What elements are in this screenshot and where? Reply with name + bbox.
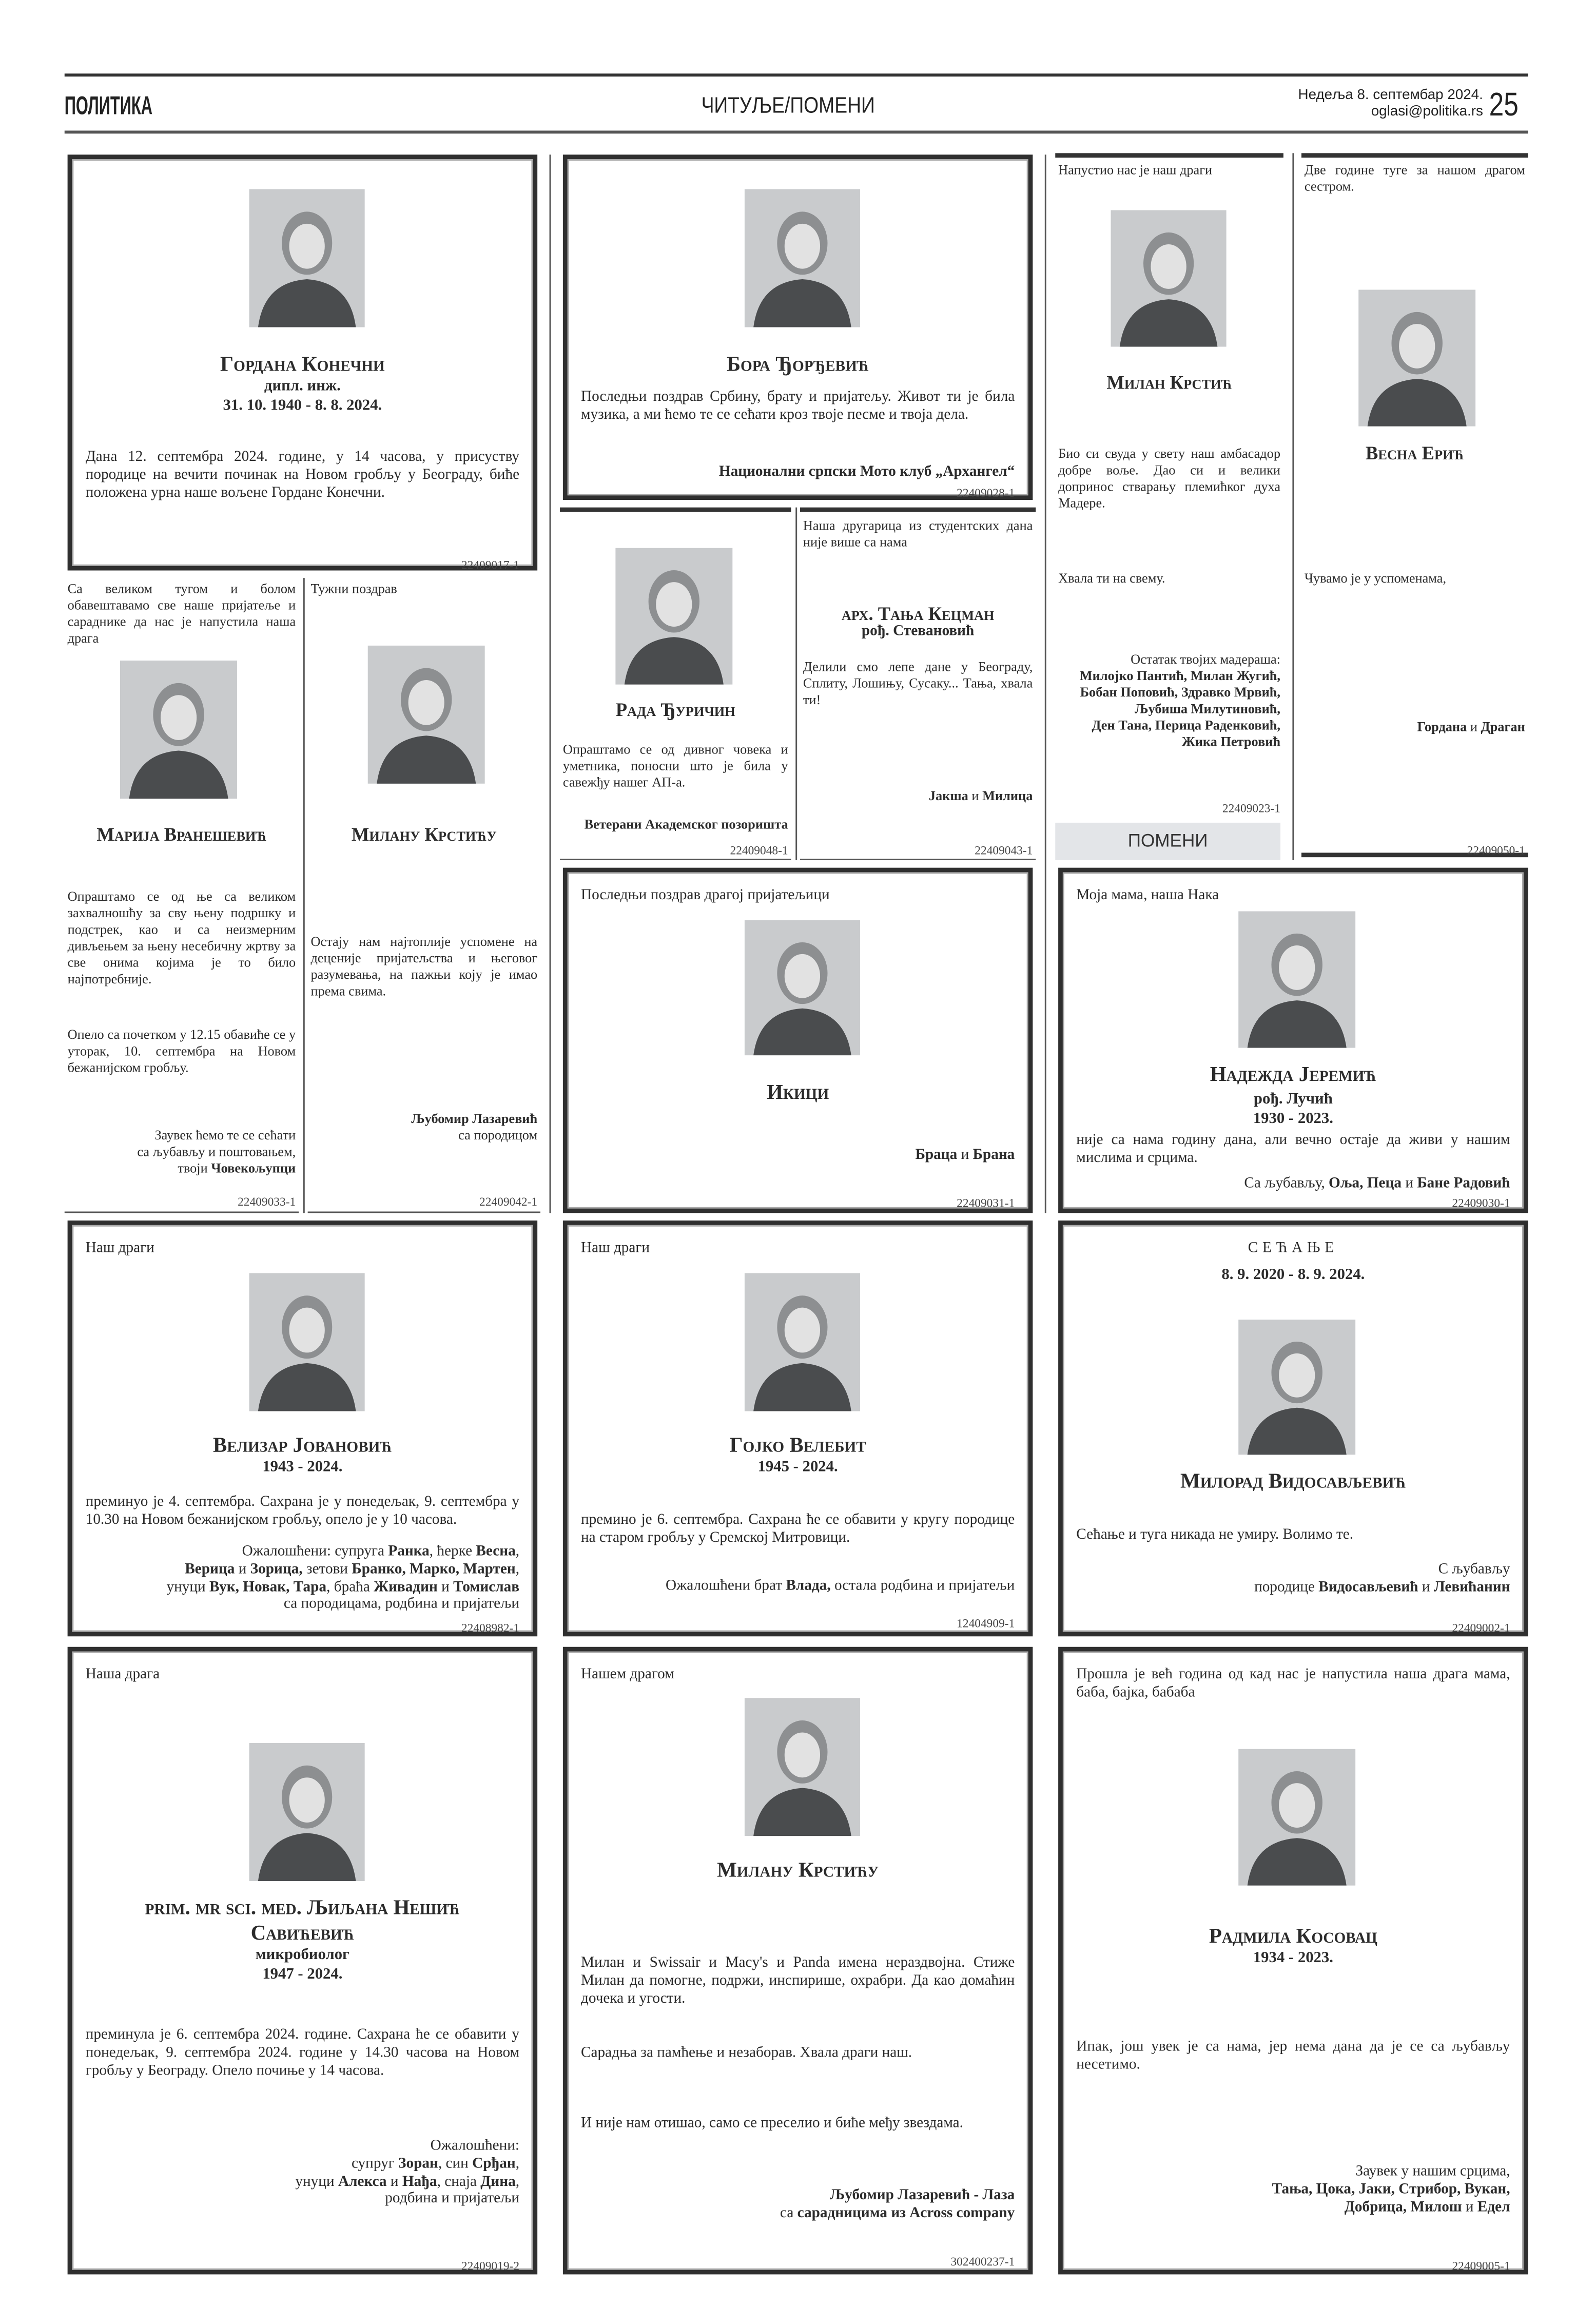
obituary-ad [68,1221,538,1636]
name-subtitle: 1930 - 2023. [1253,1111,1333,1128]
signature [1076,2163,1510,2217]
signature-name: Вук, Новак, Тара [209,1578,327,1596]
obituary-ad [1058,1221,1528,1636]
signature-name: Ранка [388,1543,430,1560]
signature-name: Брана [972,1147,1015,1164]
body-text: Опраштамо се од дивног човека и уметника, поносни што је била у савежђу нашег АП-а. [562,741,788,790]
signature-name: Верица [185,1561,235,1578]
ad-code: 22409033-1 [238,1195,296,1209]
name-subtitle: 1934 - 2023. [1253,1950,1333,1967]
deceased-name: Надежда Јеремић [1210,1064,1376,1087]
deceased-name: prim. mr sci. med. Љиљана Нешић Савићевић [145,1897,460,1946]
signature-text: зетови [302,1561,352,1578]
signature-text: , браћа [326,1578,374,1596]
column-divider [795,508,797,860]
name-subtitle: 8. 9. 2020 - 8. 9. 2024. [1221,1267,1365,1284]
portrait-photo [745,189,860,327]
intro-text: Са великом тугом и болом обавештавамо све наше пријатеље и сараднике да нас је напустила наша драга [67,580,296,646]
signature-text: и [1418,1579,1434,1596]
signature-text: Заувек ћемо те се сећати са љубављу и поштовањем, твоји [137,1127,296,1176]
name-subtitle: рођ. Лучић [1253,1091,1333,1108]
signature-text: , унуци [166,1561,520,1596]
body-text: Последњи поздрав Србину, брату и пријатељу. Живот ти је била музика, а ми ћемо те се сећати кроз твоје песме и твоја дела. [580,389,1015,423]
name-subtitle: дипл. инж. [264,378,341,395]
signature-name: Тања, Цока, Јаки, Стрибор, Вукан, Добрица, Милош [1272,2181,1510,2216]
column-divider [1292,153,1294,860]
deceased-name: арх. Тања Кецман [841,603,995,625]
obituary-ad [800,508,1036,860]
issue-date: Недеља 8. септембар 2024. [1298,87,1483,104]
page-number: 25 [1489,85,1519,123]
obituary-ad [563,154,1033,500]
deceased-name: Весна Ерић [1366,442,1464,464]
signature-name: Дина [480,2173,516,2190]
ad-code: 22409019-2 [461,2259,520,2273]
ad-code: 22409048-1 [730,843,788,858]
body-text: Дана 12. септембра 2024. године, у 14 часова, у присуству породице на вечити починак на Новом гробљу у Београду, биће положена урна наше вољене Гордане Конечни. [85,449,520,501]
deceased-name: Милан Крстић [1106,372,1232,394]
signature-text: Остатак твојих мадераша: [1131,651,1281,667]
portrait-photo [745,1273,860,1411]
signature [581,1147,1015,1165]
signature-text: и [235,1561,250,1578]
intro-text: Наш драги [580,1240,650,1257]
body-text: премино је 6. септембра. Сахрана ће се обавити у кругу породице на старом гробљу у Сремској Митровици. [580,1512,1015,1546]
ad-code: 22409023-1 [1222,801,1281,816]
portrait-photo [368,646,485,784]
signature-name: Зоран [398,2155,438,2172]
signature-name: Љубомир Лазаревић - Лаза [829,2187,1015,2204]
portrait-photo [1111,210,1227,347]
contact-email[interactable]: oglasi@politika.rs [1371,103,1483,120]
obituary-ad [68,154,538,570]
body-text: Опраштамо се од ње са великом захвалношћу за сву њену подршку и подстрек, као и са неизмерним дивљењем за њену несебичну жртву за све онима којима је то било најпотребније. [67,888,296,986]
header-top-rule [65,73,1528,76]
signature-name: Весна [476,1543,516,1560]
signature-text: и [386,2173,402,2190]
signature-name: сарадницима из Across company [797,2205,1015,2222]
column-divider [303,578,305,1213]
signature-text: , снаја [437,2173,481,2190]
portrait-photo [745,1698,860,1836]
body-text: Сећање и туга никада не умиру. Волимо те. [1076,1526,1354,1543]
obituary-ad [563,1221,1033,1636]
obituary-ad [1301,153,1528,857]
deceased-name: Милорад Видосављевић [1180,1471,1406,1494]
obituary-ad [560,508,791,860]
column-divider [1045,154,1046,1213]
obituary-ad [1058,1647,1528,2275]
signature-text: и [1402,1175,1417,1192]
body-text: Хвала ти на свему. [1058,570,1165,586]
signature-text: Ожалошћени: супруга [242,1543,388,1560]
signature-text: , унуци [295,2155,520,2190]
intro-text: Две године туге за нашом драгом сестром. [1304,162,1525,194]
signature [581,1578,1015,1596]
signature-text: и [1467,719,1481,734]
signature-text: Са љубављу, [1244,1175,1329,1192]
portrait-photo [615,548,732,685]
signature-name: Нађа [402,2173,437,2190]
ad-code: 22409043-1 [975,843,1033,858]
portrait-photo [745,920,860,1055]
signature [310,1111,537,1144]
signature-name: Милојко Пантић, Милан Жугић, Бобан Поповић, Здравко Мрвић, Љубиша Милутиновић, Ден Тана, Перица Раденковић, Жика Петровић [1079,668,1281,749]
intro-text: Наш драги [85,1240,154,1257]
deceased-name: Марија Вранешевић [96,824,267,845]
portrait-photo [249,189,365,327]
signature [1076,1561,1510,1597]
signature-text: и [1462,2198,1477,2216]
deceased-name: Милану Крстићу [351,824,497,845]
body-text: Милан и Swissair и Macy's и Panda имена нераздвојна. Стиже Милан да помогне, подржи, инспирише, охрабри. Да као домаћин дочека и угости. [580,1954,1015,2007]
ad-code: 22409042-1 [479,1195,538,1209]
body-text: Био си свуда у свету наш амбасадор добре воље. Дао си и велики допринос стварању племићког духа Мадере. [1058,446,1281,511]
intro-text: Нашем драгом [580,1666,674,1683]
signature [1305,719,1525,735]
ad-code: 22408982-1 [461,1621,520,1635]
obituary-ad [1055,153,1283,818]
deceased-name: Милану Крстићу [717,1860,879,1883]
name-subtitle: 31. 10. 1940 - 8. 8. 2024. [223,398,382,415]
signature-name: Човекољупци [211,1160,296,1176]
ad-code: 22409031-1 [957,1196,1015,1210]
signature-name: Оља, Пеца [1328,1175,1402,1192]
body-text: Чувамо је у успоменама, [1304,570,1447,586]
portrait-photo [120,661,237,799]
portrait-photo [1238,1749,1355,1886]
portrait-photo [1238,911,1355,1048]
signature-text: са породицом [458,1127,538,1142]
portrait-photo [1238,1320,1355,1455]
body-text: преминула је 6. септембра 2024. године. Сахрана ће се обавити у понедељак, 9. септембра 2024. године у 14.30 часова на Новом гробљу у Београду. Опело почиње у 14 часова. [85,2026,520,2079]
signature-text: , ћерке [429,1543,476,1560]
signature-name: Ветерани Академског позоришта [584,817,788,832]
intro-text: Последњи поздрав драгој пријатељици [580,887,830,904]
name-subtitle: 1943 - 2024. [262,1459,343,1476]
deceased-name: Бора Ђорђевић [726,354,869,377]
obituary-ad [308,578,540,1213]
signature-name: Срђан [472,2155,516,2172]
body-text: Ипак, још увек је са нама, јер нема дана да је се са љубављу несетимо. [1076,2039,1510,2073]
signature-name: Живадин [374,1578,438,1596]
body-text: Опело са почетком у 12.15 обавиће се у уторак, 10. септембра на Новом бежанијском гробљу. [67,1027,296,1075]
signature-name: Видосављевић [1318,1579,1418,1596]
signature-name: Гордана [1417,719,1467,734]
intro-text: Наша другарица из студентских дана није више са нама [803,518,1033,550]
signature-name: Левићанин [1433,1579,1510,1596]
body-text: преминуо је 4. септембра. Сахрана је у понедељак, 9. септембра у 10.30 на Новом бежанијском гробљу, опело је у 10 часова. [85,1494,520,1528]
signature-text: са породицама, родбина и пријатељи [283,1596,520,1613]
signature-name: Браца [915,1147,958,1164]
signature-text: остала родбина и пријатељи [830,1578,1015,1595]
signature [563,817,788,833]
signature [68,1128,296,1177]
ad-code: 22409030-1 [1452,1196,1510,1210]
signature-text: , [515,1543,520,1560]
signature [1058,651,1280,750]
deceased-name: Рада Ђуричин [615,700,735,721]
intro-text: Прошла је већ година од кад нас је напустила наша драга мама, баба, бајка, бабаба [1076,1666,1510,1700]
signature [86,2138,519,2209]
signature-name: Едел [1477,2198,1510,2216]
signature-name: Бане Радовић [1417,1175,1510,1192]
signature-text: , син [438,2155,473,2172]
obituary-ad [563,1647,1033,2275]
section-label-pomeni: ПОМЕНИ [1055,823,1280,860]
signature-text: и [957,1147,973,1164]
signature-text: Ожалошћени: супруг [351,2138,520,2172]
signature-text: Ожалошћени брат [665,1578,786,1595]
section-title-text: ЧИТУЉЕ/ПОМЕНИ [701,93,875,119]
signature-name: Влада, [786,1578,831,1595]
signature [803,788,1033,805]
name-subtitle: 1947 - 2024. [262,1966,343,1983]
ad-code: 12404909-1 [957,1617,1015,1631]
deceased-name: Гордана Конечни [220,354,385,377]
body-text: И није нам отишао, само се преселио и биће међу звездама. [580,2115,963,2132]
intro-text: Напустио нас је наш драги [1058,162,1213,178]
signature-text: и [968,788,983,803]
signature [1076,1175,1510,1193]
signature-name: Љубомир Лазаревић [411,1111,538,1126]
header-bottom-rule [65,130,1528,133]
signature-name: Милица [982,788,1033,803]
masthead-logo: ПОЛИТИКА [64,91,153,120]
deceased-name: Велизар Јовановић [212,1435,392,1458]
ad-code: 22409005-1 [1452,2259,1510,2273]
body-text: Делили смо лепе дане у Београду, Сплиту, Лошињу, Сусаку... Тања, хвала ти! [803,659,1033,707]
column-divider [550,154,551,1213]
remembrance-heading: СЕЋАЊЕ [1248,1240,1339,1257]
signature-text: Заувек у нашим срцима, [1355,2163,1510,2180]
obituary-ad [563,868,1033,1213]
signature-name: Зорица, [250,1561,303,1578]
ad-code: 22409028-1 [957,486,1015,500]
signature [86,1543,519,1614]
ad-code: 302400237-1 [950,2255,1015,2269]
signature-name: Алекса [338,2173,387,2190]
body-text: Сарадња за памћење и незаборав. Хвала драги наш. [580,2044,912,2062]
deceased-name: Гојко Велебит [729,1435,866,1458]
portrait-photo [249,1743,365,1881]
ad-code: 22409002-1 [1452,1621,1510,1635]
obituary-ad [68,1647,538,2275]
ad-code: 22409017-1 [461,558,520,572]
signature-text: , родбина и пријатељи [385,2173,520,2207]
signature [581,464,1015,482]
signature-name: Јакша [928,788,968,803]
obituary-ad [1058,868,1528,1213]
deceased-name: Радмила Косовац [1209,1926,1377,1949]
name-subtitle: 1945 - 2024. [757,1459,838,1476]
dateline [1298,89,1483,120]
signature-text: са [780,2205,794,2222]
name-subtitle: рођ. Стевановић [861,623,975,640]
intro-text: Наша драга [85,1666,160,1683]
signature-name: Бранко, Марко, Мартен [352,1561,516,1578]
intro-text: Моја мама, наша Нака [1076,887,1219,904]
signature-name: Драган [1481,719,1525,734]
portrait-photo [1358,290,1475,427]
name-subtitle: микробиолог [255,1947,350,1964]
signature-text: С љубављу породице [1254,1561,1510,1596]
signature-name: Национални српски Мото клуб „Архангел“ [718,463,1015,480]
deceased-name: Икици [766,1082,829,1105]
intro-text: Тужни поздрав [310,580,397,596]
signature-text: и [437,1578,454,1596]
signature-name: Томислав [453,1578,520,1596]
obituary-ad [65,578,299,1213]
signature [581,2187,1015,2223]
body-text: није са нама годину дана, али вечно остаје да живи у нашим мислима и срцима. [1076,1132,1510,1167]
portrait-photo [249,1273,365,1411]
body-text: Остају нам најтоплије успомене на деценије пријатељства и његовог разумевања, на пажњи коју је имао према свима. [310,934,538,999]
ad-code: 22409050-1 [1467,843,1525,858]
